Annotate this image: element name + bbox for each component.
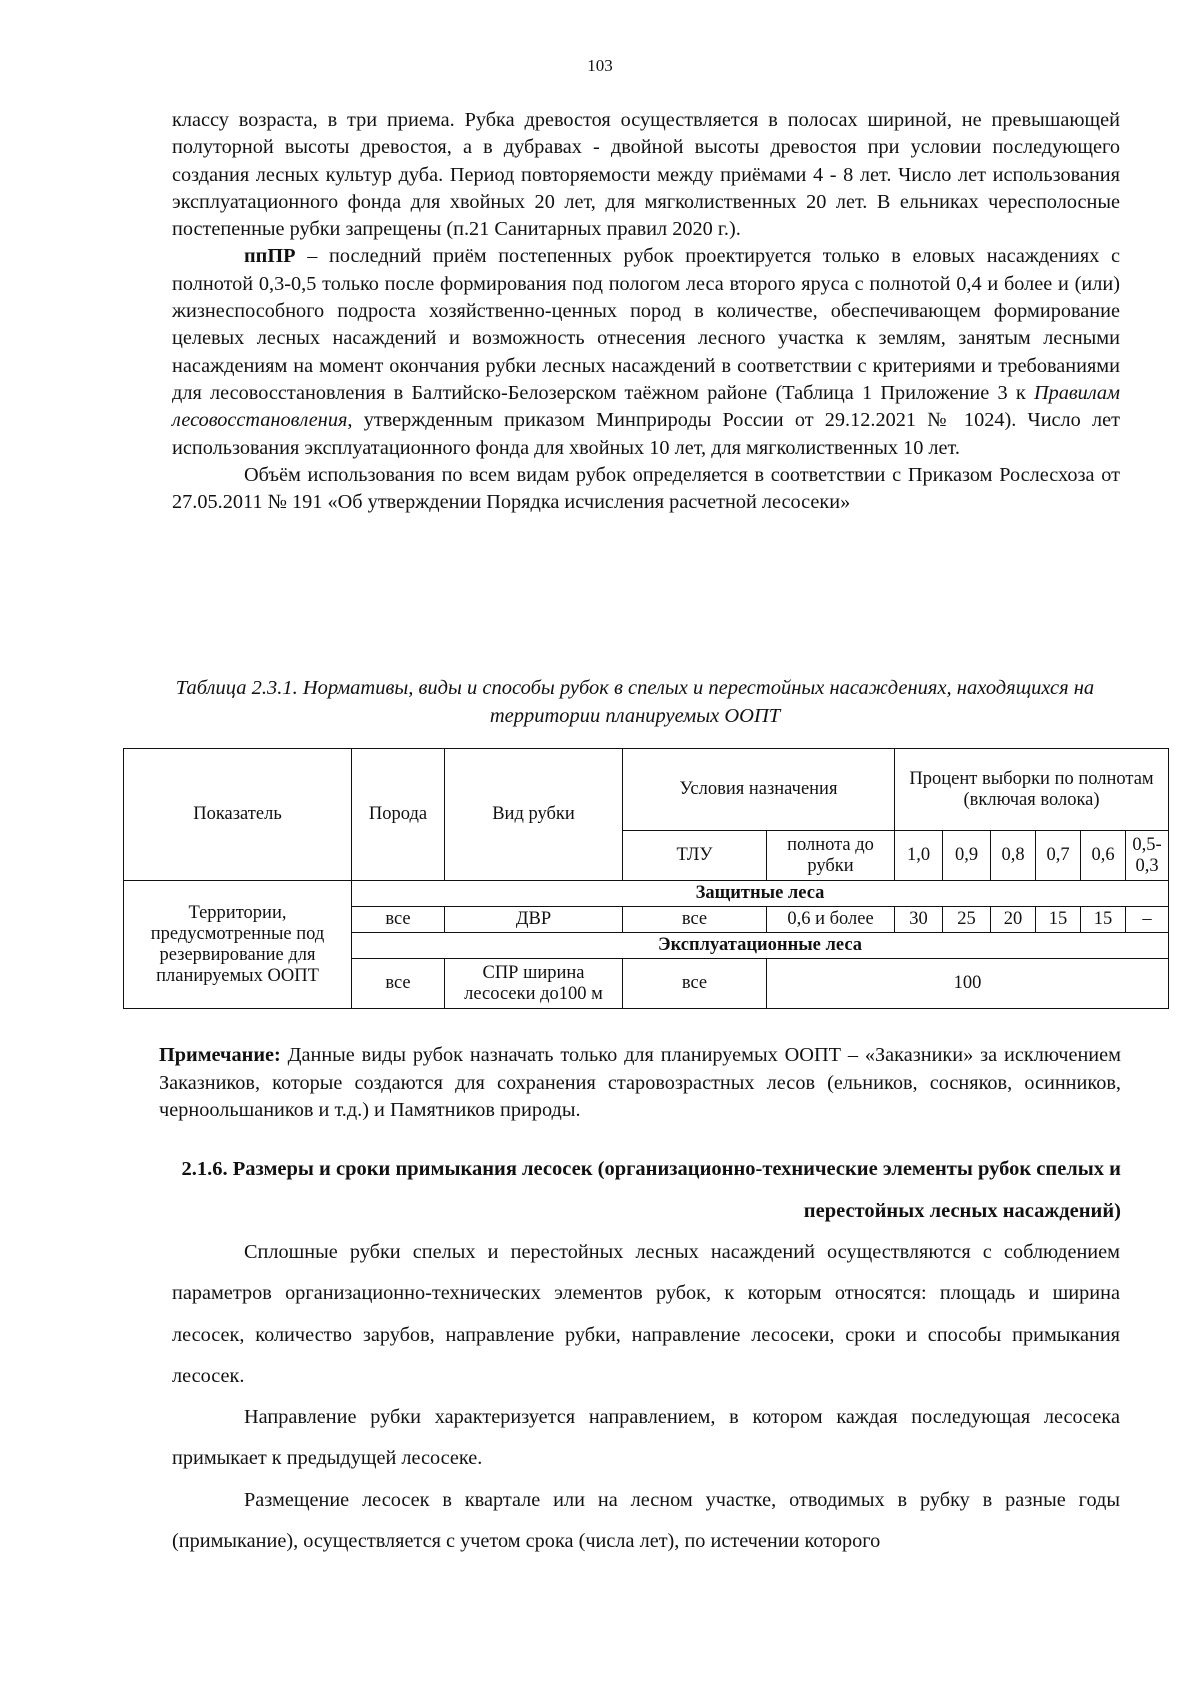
- header-conditions: Условия назначения: [623, 749, 895, 831]
- norms-table: [123, 748, 1169, 1009]
- note-text: Данные виды рубок назначать только для планируемых ООПТ – «Заказники» за исключением Заказников, которые создаются для сохранения старовозрастных лесов (ельников, сосняков, осинников, черноольшаников и т.д.) и Памятников природы.: [159, 1044, 1121, 1121]
- header-density-1-0: 1,0: [895, 831, 943, 881]
- header-density-0-8: 0,8: [991, 831, 1036, 881]
- paragraph-3: Объём использования по всем видам рубок определяется в соответствии с Приказом Рослесхоза от 27.05.2011 № 191 «Об утверждении Порядка исчисления расчетной лесосеки»: [172, 463, 1120, 514]
- paragraph-2-part-b: , утвержденным приказом Минприроды России от 29.12.2021 № 1024). Число лет использования эксплуатационного фонда для хвойных 10 лет, для мягколиственных 10 лет.: [172, 409, 1120, 459]
- protective-val-0-6: 15: [1081, 907, 1126, 933]
- page-number: 103: [587, 56, 613, 75]
- header-cut-type: Вид рубки: [445, 749, 623, 881]
- bottom-paragraph-3: Размещение лесосек в квартале или на лесном участке, отводимых в рубку в разные годы (примыкание), осуществляется с учетом срока (числа лет), по истечении которого: [172, 1488, 1120, 1553]
- protective-val-1-0: 30: [895, 907, 943, 933]
- header-percent: Процент выборки по полнотам (включая волока): [895, 749, 1169, 831]
- note-label: Примечание:: [159, 1044, 281, 1066]
- exploitation-value: 100: [767, 959, 1169, 1009]
- protective-density-before: 0,6 и более: [767, 907, 895, 933]
- header-density-0-6: 0,6: [1081, 831, 1126, 881]
- paragraph-2: [172, 243, 1120, 461]
- protective-species: все: [352, 907, 445, 933]
- paragraph-1: классу возраста, в три приема. Рубка древостоя осуществляется в полосах шириной, не превышающей полуторной высоты древостоя, а в дубравах - двойной высоты древостоя при условии последующего создания лесных культур дуба. Период повторяемости между приёмами 4 - 8 лет. Число лет использования эксплуатационного фонда для хвойных 20 лет, для мягколиственных 20 лет. В ельниках чересполосные постепенные рубки запрещены (п.21 Санитарных правил 2020 г.).: [172, 109, 1120, 241]
- protective-val-0-8: 20: [991, 907, 1036, 933]
- indicator-cell: Территории, предусмотренные под резервирование для планируемых ООПТ: [124, 881, 352, 1009]
- section-exploitation-forests: Эксплуатационные леса: [352, 933, 1169, 959]
- header-density-0-9: 0,9: [943, 831, 991, 881]
- header-density-0-5-0-3: 0,5-0,3: [1126, 831, 1169, 881]
- bottom-paragraph-2: Направление рубки характеризуется направлением, в котором каждая последующая лесосека примыкает к предыдущей лесосеке.: [172, 1406, 1120, 1470]
- header-species: Порода: [352, 749, 445, 881]
- paragraph-2-italic: Правилам лесовосстановления: [172, 381, 1120, 432]
- exploitation-species: все: [352, 959, 445, 1009]
- protective-val-0-7: 15: [1036, 907, 1081, 933]
- section-heading: 2.1.6. Размеры и сроки примыкания лесосек (организационно-технические элементы рубок спелых и перестойных лесных насаждений): [181, 1158, 1121, 1222]
- header-tlu: ТЛУ: [623, 831, 767, 881]
- term-ppPR: ппПР: [244, 245, 296, 268]
- paragraph-2-part-a: – последний приём постепенных рубок проектируется только в еловых насаждениях с полнотой 0,3-0,5 только после формирования под пологом леса второго яруса с полнотой 0,4 и более и (или) жизнеспособного подроста хозяйственно-ценных пород в количестве, обеспечивающем формирование целевых лесных насаждений и возможность отнесения лесного участка к землям, занятым лесными насаждениям на момент окончания рубки лесных насаждений в соответствии с критериями и требованиями для лесовосстановления в Балтийско-Белозерском таёжном районе (Таблица 1 Приложение 3 к: [172, 245, 1120, 404]
- protective-cut-type: ДВР: [445, 907, 623, 933]
- exploitation-tlu: все: [623, 959, 767, 1009]
- section-protective-forests: Защитные леса: [352, 881, 1169, 907]
- note: [159, 1042, 1121, 1125]
- table-caption: Таблица 2.3.1. Нормативы, виды и способы рубок в спелых и перестойных насаждениях, находящихся на территории планируемых ООПТ: [175, 677, 1095, 727]
- protective-val-0-5-0-3: –: [1126, 907, 1169, 933]
- body-text-bottom: [172, 1232, 1120, 1562]
- exploitation-cut-type: СПР ширина лесосеки до100 м: [445, 959, 623, 1009]
- protective-val-0-9: 25: [943, 907, 991, 933]
- header-density-0-7: 0,7: [1036, 831, 1081, 881]
- bottom-paragraph-1: Сплошные рубки спелых и перестойных лесных насаждений осуществляются с соблюдением параметров организационно-технических элементов рубок, к которым относятся: площадь и ширина лесосек, количество зарубов, направление рубки, направление лесосеки, сроки и способы примыкания лесосек.: [172, 1241, 1120, 1387]
- protective-tlu: все: [623, 907, 767, 933]
- header-density-before: полнота до рубки: [767, 831, 895, 881]
- body-text-top: [172, 107, 1120, 516]
- header-indicator: Показатель: [124, 749, 352, 881]
